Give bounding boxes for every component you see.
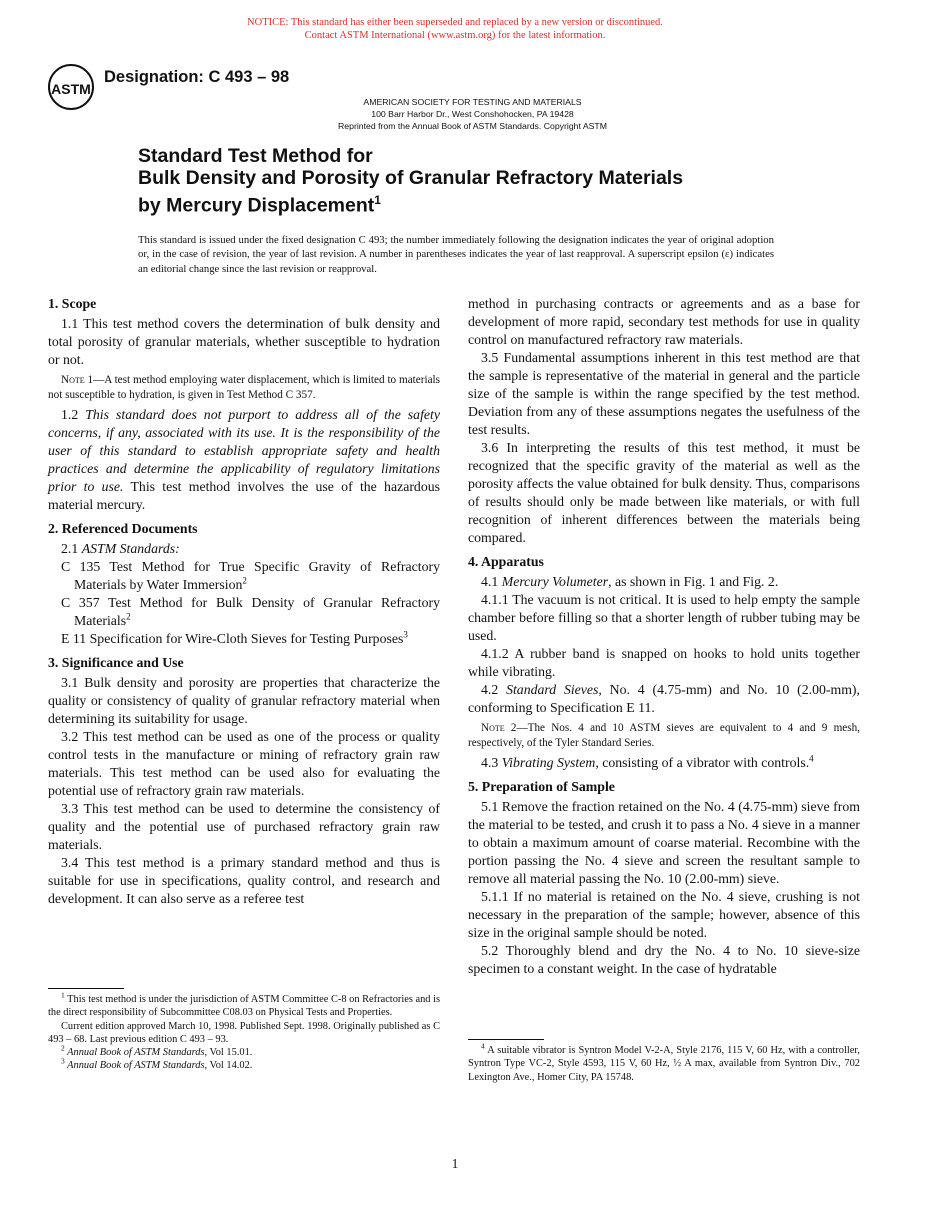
- footnote-2: $^2$ Annual Book of ASTM Standards, Vol 15.01.: [61, 1043, 253, 1059]
- paragraph-4-1-1: 4.1.1 The vacuum is not critical. It is used to help empty the sample chamber before filling so that a shorter length of rubber tubing may be used.: [468, 592, 860, 643]
- footnote-1-continued: Current edition approved March 10, 1998. Published Sept. 1998. Originally published as C 493 – 68. Last previous edition C 493 – 93.: [48, 1020, 440, 1045]
- paragraph-4-3: 4.3 Vibrating System, consisting of a vibrator with controls.$^4$: [481, 753, 814, 771]
- note-2: Note 2—The Nos. 4 and 10 ASTM sieves are equivalent to 4 and 9 mesh, respectively, of the Tyler Standard Series.: [468, 722, 860, 749]
- society-name: AMERICAN SOCIETY FOR TESTING AND MATERIALS: [363, 97, 582, 107]
- note-1: Note 1—A test method employing water displacement, which is limited to materials not susceptible to hydration, is given in Test Method C 357.: [48, 374, 440, 401]
- footnotes-right: [468, 1039, 860, 1084]
- paragraph-3-2: 3.2 This test method can be used as one of the process or quality control tests in the manufacture or mining of refractory grain raw materials. This test method can be used also for evaluating the potential use of refractory grain raw materials.: [48, 729, 440, 799]
- paragraph-3-4: 3.4 This test method is a primary standard method and thus is suitable for use in specifications, quality control, and research and development. It can also serve as a referee test: [48, 855, 440, 907]
- paragraph-3-4-continued: method in purchasing contracts or agreements and as a base for development of more rapid, secondary test methods for use in quality control on manufactured refractory raw materials.: [468, 296, 860, 347]
- footnote-rule: [468, 1039, 544, 1040]
- notice-line-2: Contact ASTM International (www.astm.org) for the latest information.: [304, 30, 606, 41]
- section-2-heading: 2. Referenced Documents: [48, 521, 198, 537]
- paragraph-3-5: 3.5 Fundamental assumptions inherent in this test method are that the sample is representative of the material in general and the particle size of the sample is within the range specified by the test method. Deviation from any of these assumptions negates the usefulness of the test results.: [468, 350, 860, 437]
- footnote-4: $^4$ A suitable vibrator is Syntron Model V-2-A, Style 2176, 115 V, 60 Hz, with a controller, Syntron Type VC-2, Style 4593, 115 V, 60 Hz, ½ A max, available from Syntron Div., 702 Lexington Ave., Homer City, PA 15748.: [468, 1041, 860, 1083]
- footnote-rule: [48, 988, 124, 989]
- society-address: 100 Barr Harbor Dr., West Conshohocken, PA 19428: [371, 109, 574, 119]
- paragraph-3-6: 3.6 In interpreting the results of this test method, it must be recognized that the specific gravity of the material as well as the porosity affects the value obtained for bulk density. Thus, comparisons of results should only be made between like materials, or with full recognition of inherent differences between the materials being compared.: [468, 440, 860, 545]
- paragraph-5-1-1: 5.1.1 If no material is retained on the No. 4 sieve, crushing is not necessary in the preparation of the sample; however, absence of this size in the original sample should be noted.: [468, 889, 860, 941]
- issuance-statement: This standard is issued under the fixed designation C 493; the number immediately following the designation indicates the year of original adoption or, in the case of revision, the year of last revision. A number in parentheses indicates the year of last reapproval. A superscript epsilon (ε) indicates an editorial change since the last revision or reapproval.: [138, 234, 774, 275]
- footnote-1: $^1$ This test method is under the jurisdiction of ASTM Committee C-8 on Refractories and is the direct responsibility of Subcommittee C08.03 on Physical Tests and Properties.: [48, 990, 441, 1019]
- paragraph-4-1: 4.1 Mercury Volumeter, as shown in Fig. 1 and Fig. 2.: [481, 574, 779, 589]
- paragraph-1-1: 1.1 This test method covers the determination of bulk density and total porosity of granular materials, whether susceptible to hydration or not.: [48, 316, 440, 367]
- astm-logo-icon: [46, 62, 96, 112]
- paragraph-4-2: 4.2 Standard Sieves, No. 4 (4.75-mm) and No. 10 (2.00-mm), conforming to Specification E 11.: [468, 682, 860, 715]
- society-reprint: Reprinted from the Annual Book of ASTM Standards. Copyright ASTM: [338, 121, 607, 131]
- section-4-heading: 4. Apparatus: [468, 554, 544, 569]
- svg-text:ASTM: ASTM: [51, 81, 91, 97]
- notice-line-1: NOTICE: This standard has either been superseded and replaced by a new version or discontinued.: [247, 17, 663, 28]
- paragraph-1-2: 1.2 This standard does not purport to address all of the safety concerns, if any, associated with its use. It is the responsibility of the user of this standard to establish appropriate safety and health practices and determine the applicability of regulatory limitations prior to use. This test method involves the use of the hazardous material mercury.: [48, 407, 440, 513]
- right-column: [468, 295, 860, 978]
- reference-c135: C 135 Test Method for True Specific Gravity of Refractory Materials by Water Immersion$^2$: [61, 559, 440, 593]
- paragraph-5-1: 5.1 Remove the fraction retained on the No. 4 (4.75-mm) sieve from the material to be tested, and crush it to pass a No. 4 sieve in a manner to obtain a maximum amount of coarse material. Recombine with the portion passing the No. 4 sieve and screen the resultant sample to remove all material passing the No. 10 (2.00-mm) sieve.: [468, 799, 860, 887]
- paragraph-5-2: 5.2 Thoroughly blend and dry the No. 4 to No. 10 sieve-size specimen to a constant weight. In the case of hydratable: [468, 943, 860, 977]
- reference-e11: E 11 Specification for Wire-Cloth Sieves for Testing Purposes$^3$: [61, 629, 408, 647]
- section-5-heading: 5. Preparation of Sample: [468, 779, 615, 795]
- paragraph-2-1: 2.1 ASTM Standards:: [61, 541, 180, 557]
- designation: Designation: C 493 – 98: [104, 68, 290, 86]
- title-footnote-mark: 1: [374, 193, 381, 207]
- reference-c357: C 357 Test Method for Bulk Density of Granular Refractory Materials$^2$: [61, 595, 440, 629]
- page-number: 1: [451, 1156, 459, 1171]
- paragraph-4-1-2: 4.1.2 A rubber band is snapped on hooks to hold units together while vibrating.: [468, 646, 860, 679]
- title-line-1: Standard Test Method for: [138, 145, 373, 167]
- footnote-3: $^3$ Annual Book of ASTM Standards, Vol 14.02.: [61, 1057, 253, 1072]
- title-line-2: Bulk Density and Porosity of Granular Refractory Materials: [138, 167, 684, 189]
- left-column: [48, 295, 440, 908]
- section-3-heading: 3. Significance and Use: [48, 655, 184, 671]
- section-1-heading: 1. Scope: [48, 296, 97, 311]
- paragraph-3-1: 3.1 Bulk density and porosity are properties that characterize the quality or consistency of quality of granular refractory material when determining its suitability for usage.: [48, 675, 440, 727]
- footnotes-left: [48, 988, 440, 1073]
- paragraph-3-3: 3.3 This test method can be used to determine the consistency of quality and the potential use of purchased refractory grain raw materials.: [48, 801, 440, 853]
- title-line-3: by Mercury Displacement$^1$: [138, 193, 381, 217]
